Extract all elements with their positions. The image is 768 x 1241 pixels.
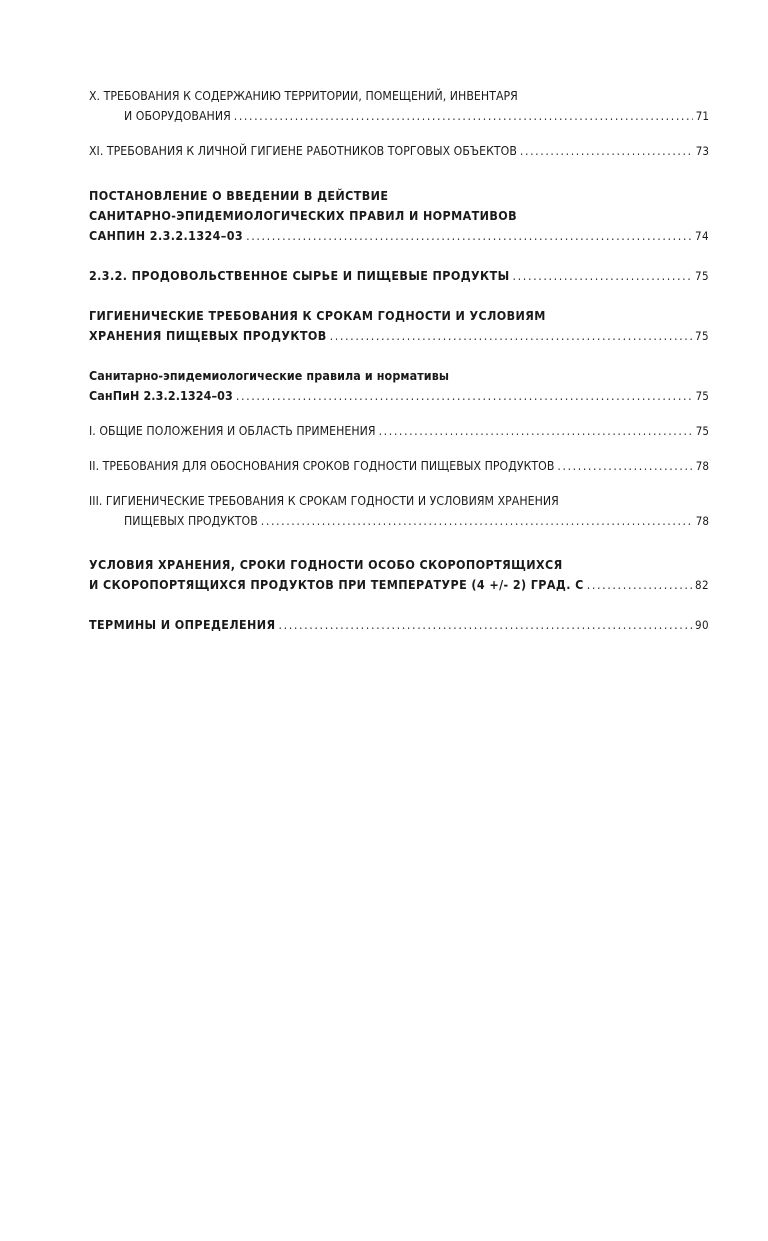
dot-leader (520, 141, 693, 161)
table-of-contents (89, 86, 709, 635)
toc-entry-line: 2.3.2. ПРОДОВОЛЬСТВЕННОЕ СЫРЬЕ И ПИЩЕВЫЕ ПРОДУКТЫ (89, 268, 510, 283)
toc-entry-line: СанПиН 2.3.2.1324–03 (89, 388, 233, 403)
dot-leader (278, 615, 692, 635)
toc-entry-line: XI. ТРЕБОВАНИЯ К ЛИЧНОЙ ГИГИЕНЕ РАБОТНИКОВ ТОРГОВЫХ ОБЪЕКТОВ (89, 144, 517, 158)
toc-entry-section-x[interactable] (89, 86, 709, 126)
toc-entry-line: ПОСТАНОВЛЕНИЕ О ВВЕДЕНИИ В ДЕЙСТВИЕ (89, 188, 389, 203)
toc-entry-line: ТЕРМИНЫ И ОПРЕДЕЛЕНИЯ (89, 617, 276, 632)
dot-leader (379, 421, 693, 441)
page-number: 74 (695, 229, 709, 243)
toc-entry-section-i[interactable] (89, 421, 709, 441)
toc-entry-2-3-2[interactable] (89, 266, 709, 286)
page-number: 75 (695, 329, 709, 343)
page-number: 82 (695, 578, 709, 592)
toc-entry-line: И СКОРОПОРТЯЩИХСЯ ПРОДУКТОВ ПРИ ТЕМПЕРАТУРЕ (4 +/- 2) ГРАД. С (89, 577, 584, 592)
toc-entry-line: УСЛОВИЯ ХРАНЕНИЯ, СРОКИ ГОДНОСТИ ОСОБО СКОРОПОРТЯЩИХСЯ (89, 557, 563, 572)
page-number: 90 (695, 618, 709, 632)
toc-entry-line: Санитарно-эпидемиологические правила и нормативы (89, 368, 450, 383)
page-number: 71 (695, 109, 709, 123)
page-number: 75 (695, 269, 709, 283)
toc-entry-line: САНПИН 2.3.2.1324–03 (89, 228, 244, 243)
toc-entry-section-iii[interactable] (89, 491, 709, 531)
toc-entry-section-ii[interactable] (89, 456, 709, 476)
dot-leader (330, 326, 692, 346)
toc-entry-line: III. ГИГИЕНИЧЕСКИЕ ТРЕБОВАНИЯ К СРОКАМ ГОДНОСТИ И УСЛОВИЯМ ХРАНЕНИЯ (89, 494, 559, 508)
page-number: 78 (695, 514, 709, 528)
toc-entry-line: САНИТАРНО-ЭПИДЕМИОЛОГИЧЕСКИХ ПРАВИЛ И НОРМАТИВОВ (89, 208, 518, 223)
toc-entry-line: И ОБОРУДОВАНИЯ (124, 109, 231, 123)
page-number: 73 (695, 144, 709, 158)
toc-entry-line: II. ТРЕБОВАНИЯ ДЛЯ ОБОСНОВАНИЯ СРОКОВ ГОДНОСТИ ПИЩЕВЫХ ПРОДУКТОВ (89, 459, 555, 473)
toc-entry-terminy[interactable] (89, 615, 709, 635)
toc-entry-line: ХРАНЕНИЯ ПИЩЕВЫХ ПРОДУКТОВ (89, 328, 327, 343)
dot-leader (236, 386, 693, 406)
dot-leader (587, 575, 692, 595)
dot-leader (234, 106, 693, 126)
dot-leader (261, 511, 693, 531)
toc-entry-usloviya-hraneniya[interactable] (89, 555, 709, 595)
toc-entry-line: X. ТРЕБОВАНИЯ К СОДЕРЖАНИЮ ТЕРРИТОРИИ, ПОМЕЩЕНИЙ, ИНВЕНТАРЯ (89, 89, 518, 103)
page-number: 75 (695, 389, 709, 403)
page-number: 78 (695, 459, 709, 473)
dot-leader (513, 266, 693, 286)
toc-entry-line: I. ОБЩИЕ ПОЛОЖЕНИЯ И ОБЛАСТЬ ПРИМЕНЕНИЯ (89, 424, 376, 438)
dot-leader (246, 226, 692, 246)
dot-leader (557, 456, 692, 476)
toc-entry-line: ГИГИЕНИЧЕСКИЕ ТРЕБОВАНИЯ К СРОКАМ ГОДНОСТИ И УСЛОВИЯМ (89, 308, 546, 323)
toc-entry-sanpin[interactable] (89, 366, 709, 406)
toc-entry-line: ПИЩЕВЫХ ПРОДУКТОВ (124, 514, 258, 528)
page-number: 75 (695, 424, 709, 438)
toc-entry-postanovlenie[interactable] (89, 186, 709, 246)
toc-entry-section-xi[interactable] (89, 141, 709, 161)
toc-entry-gigienicheskie-trebovaniya[interactable] (89, 306, 709, 346)
